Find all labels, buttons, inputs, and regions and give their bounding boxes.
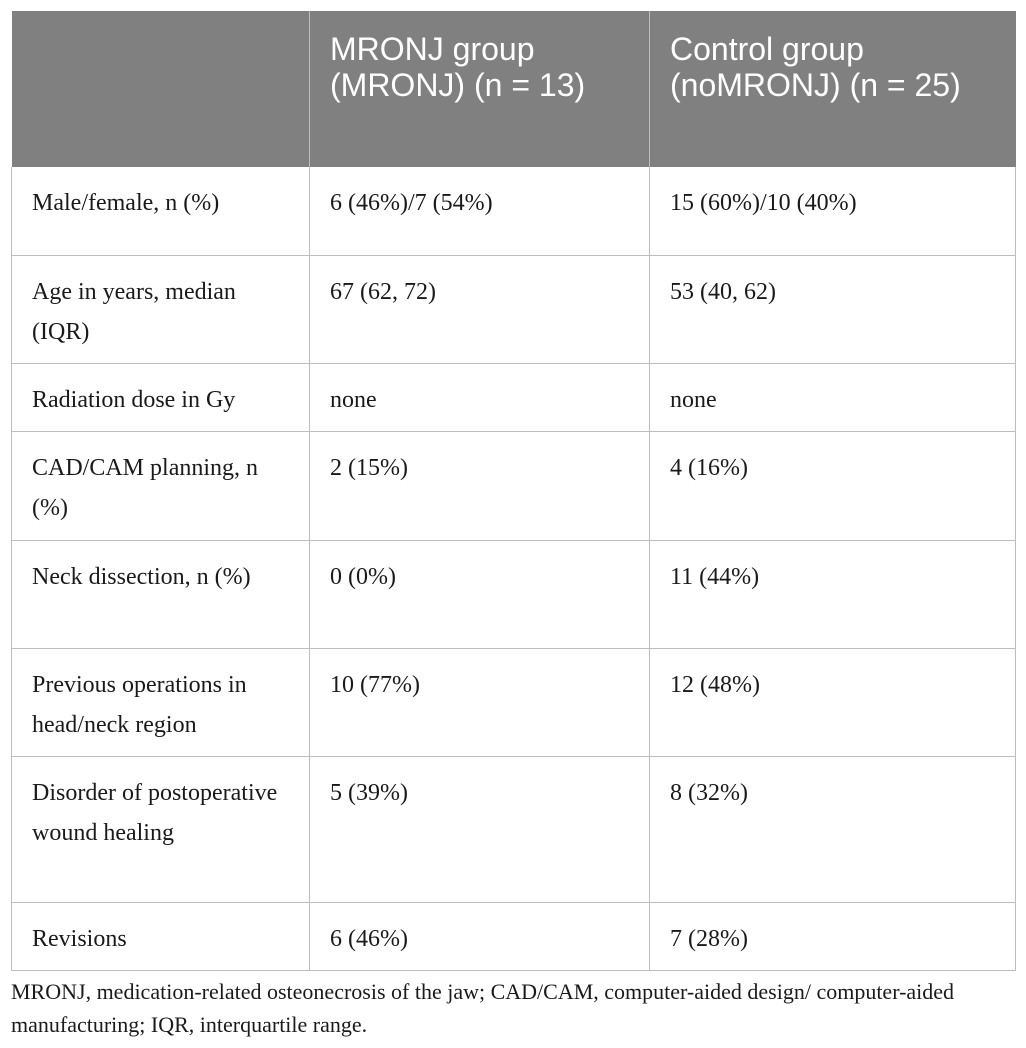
row-label: CAD/CAM planning, n (%) <box>12 431 310 540</box>
control-value: 15 (60%)/10 (40%) <box>650 167 1016 255</box>
mronj-value: 67 (62, 72) <box>310 255 650 363</box>
table-row <box>12 540 1016 648</box>
table-row <box>12 431 1016 540</box>
control-value: 4 (16%) <box>650 431 1016 540</box>
row-label: Disorder of postoperative wound healing <box>12 756 310 902</box>
mronj-value: 0 (0%) <box>310 540 650 648</box>
mronj-value: 6 (46%) <box>310 902 650 970</box>
table-row <box>12 648 1016 756</box>
row-label: Previous operations in head/neck region <box>12 648 310 756</box>
mronj-value: 2 (15%) <box>310 431 650 540</box>
table-header-row <box>12 11 1016 167</box>
control-value: 53 (40, 62) <box>650 255 1016 363</box>
row-label: Revisions <box>12 902 310 970</box>
table-row <box>12 167 1016 255</box>
table-row <box>12 255 1016 363</box>
table-container <box>11 11 1015 971</box>
patient-characteristics-table <box>11 11 1016 971</box>
table-row <box>12 756 1016 902</box>
control-value: 8 (32%) <box>650 756 1016 902</box>
table-footnote: MRONJ, medication-related osteonecrosis of the jaw; CAD/CAM, computer-aided design/ computer-aided manufacturing; IQR, interquartile range. <box>11 979 955 1037</box>
mronj-value: 6 (46%)/7 (54%) <box>310 167 650 255</box>
row-label: Neck dissection, n (%) <box>12 540 310 648</box>
table-row <box>12 902 1016 970</box>
header-empty-cell <box>12 11 310 167</box>
header-control-group: Control group (noMRONJ) (n = 25) <box>650 11 1016 167</box>
control-value: 11 (44%) <box>650 540 1016 648</box>
row-label: Age in years, median (IQR) <box>12 255 310 363</box>
mronj-value: 5 (39%) <box>310 756 650 902</box>
row-label: Male/female, n (%) <box>12 167 310 255</box>
header-mronj-group: MRONJ group (MRONJ) (n = 13) <box>310 11 650 167</box>
table-row <box>12 363 1016 431</box>
row-label: Radiation dose in Gy <box>12 363 310 431</box>
control-value: none <box>650 363 1016 431</box>
mronj-value: 10 (77%) <box>310 648 650 756</box>
control-value: 12 (48%) <box>650 648 1016 756</box>
control-value: 7 (28%) <box>650 902 1016 970</box>
mronj-value: none <box>310 363 650 431</box>
